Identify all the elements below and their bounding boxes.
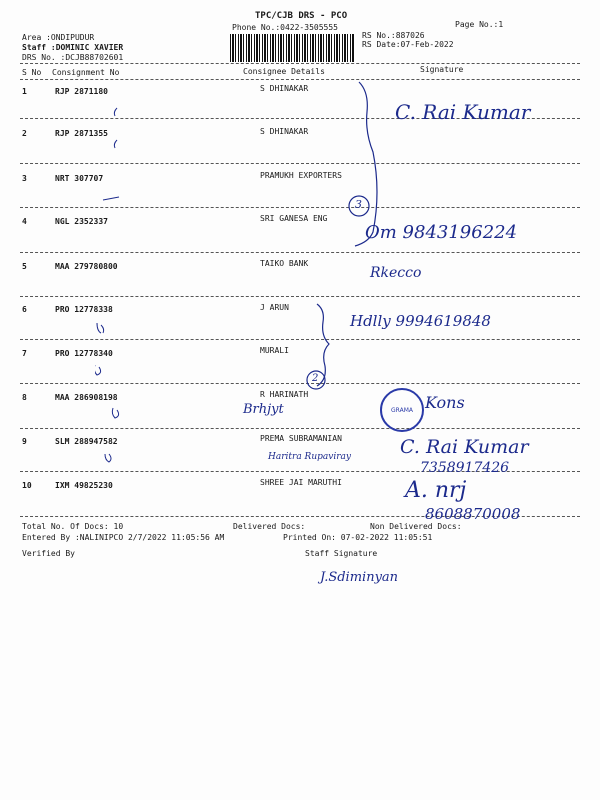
row-2-consignment: RJP 2871355 (55, 129, 108, 138)
header-rule-bottom (20, 79, 580, 80)
area: Area :ONDIPUDUR (22, 33, 95, 42)
rs-number: RS No.:887026 (362, 31, 425, 40)
row-8-consignee: R HARINATH (260, 390, 309, 399)
header-rule-top (20, 63, 580, 64)
row-1-consignment: RJP 2871180 (55, 87, 108, 96)
signature-row-9-left: Haritra Rupaviray (268, 452, 351, 462)
signature-row-10: A. nrj (405, 478, 467, 503)
delivery-stamp: GRAMA (380, 388, 424, 432)
total-docs: Total No. Of Docs: 10 (22, 522, 124, 531)
signature-row-5: Rkecco (370, 265, 422, 281)
row-6-consignment: PRO 12778338 (55, 305, 113, 314)
row-1-consignee: S DHINAKAR (260, 84, 309, 93)
row-7-consignment: PRO 12778340 (55, 349, 113, 358)
row-3-consignee: PRAMUKH EXPORTERS (260, 171, 342, 180)
signature-row-6: Hdlly 9994619848 (350, 312, 491, 330)
verified-by: Verified By (22, 549, 75, 558)
row-10-consignee: SHREE JAI MARUTHI (260, 478, 342, 487)
row-9-sno: 9 (22, 437, 27, 446)
page-number: Page No.:1 (455, 20, 504, 29)
rs-date: RS Date:07-Feb-2022 (362, 40, 454, 49)
signature-row-10-phone: 8608870008 (425, 505, 521, 523)
row-5-consignment: MAA 279780800 (55, 262, 118, 271)
col-consignee: Consignee Details (243, 67, 325, 76)
row-4-sno: 4 (22, 217, 27, 226)
drs-number: DRS No. :DCJB88702601 (22, 53, 124, 62)
signature-row-1: C. Rai Kumar (395, 100, 531, 124)
document-title: TPC/CJB DRS - PCO (255, 11, 348, 21)
delivered-docs: Delivered Docs: (233, 522, 306, 531)
col-sno: S No (22, 68, 42, 77)
row-6-consignee: J ARUN (260, 303, 289, 312)
row-6-sno: 6 (22, 305, 27, 314)
row-2-sno: 2 (22, 129, 27, 138)
circle-3-label: 3 (355, 198, 362, 211)
non-delivered-docs: Non Delivered Docs: (370, 522, 462, 531)
row-4-consignment: NGL 2352337 (55, 217, 108, 226)
row-3-consignment: NRT 307707 (55, 174, 104, 183)
row-1-sno: 1 (22, 87, 27, 96)
col-consignment: Consignment No (52, 68, 120, 77)
row-5-consignee: TAIKO BANK (260, 259, 309, 268)
staff-signature: J.Sdiminyan (320, 570, 399, 585)
row-10-consignment: IXM 49825230 (55, 481, 113, 490)
barcode (230, 34, 355, 62)
row-3-sno: 3 (22, 174, 27, 183)
staff-signature-label: Staff Signature (305, 549, 378, 558)
row-8-consignment: MAA 286908198 (55, 393, 118, 402)
signature-row-8-right: Kons (425, 393, 465, 412)
printed-on: Printed On: 07-02-2022 11:05:51 (283, 533, 433, 542)
row-5-sno: 5 (22, 262, 27, 271)
row-10-sno: 10 (22, 481, 32, 490)
signature-row-4: Om 9843196224 (365, 222, 518, 243)
row-7-sno: 7 (22, 349, 27, 358)
signature-row-9-phone: 7358917426 (420, 460, 510, 476)
row-7-consignee: MURALI (260, 346, 289, 355)
row-9-consignment: SLM 288947582 (55, 437, 118, 446)
phone-number: Phone No.:0422-3505555 (232, 23, 338, 32)
row-9-consignee: PREMA SUBRAMANIAN (260, 434, 342, 443)
col-signature: Signature (420, 65, 464, 74)
row-2-consignee: S DHINAKAR (260, 127, 309, 136)
signature-row-9: C. Rai Kumar (400, 436, 529, 458)
circle-2-label: 2 (312, 373, 319, 384)
row-4-consignee: SRI GANESA ENG (260, 214, 328, 223)
tick-marks (95, 100, 135, 500)
row-8-sno: 8 (22, 393, 27, 402)
staff-name: Staff :DOMINIC XAVIER (22, 43, 124, 52)
signature-row-8-left: Brhjyt (243, 402, 284, 417)
entered-by: Entered By :NALINIPCO 2/7/2022 11:05:56 AM (22, 533, 225, 542)
